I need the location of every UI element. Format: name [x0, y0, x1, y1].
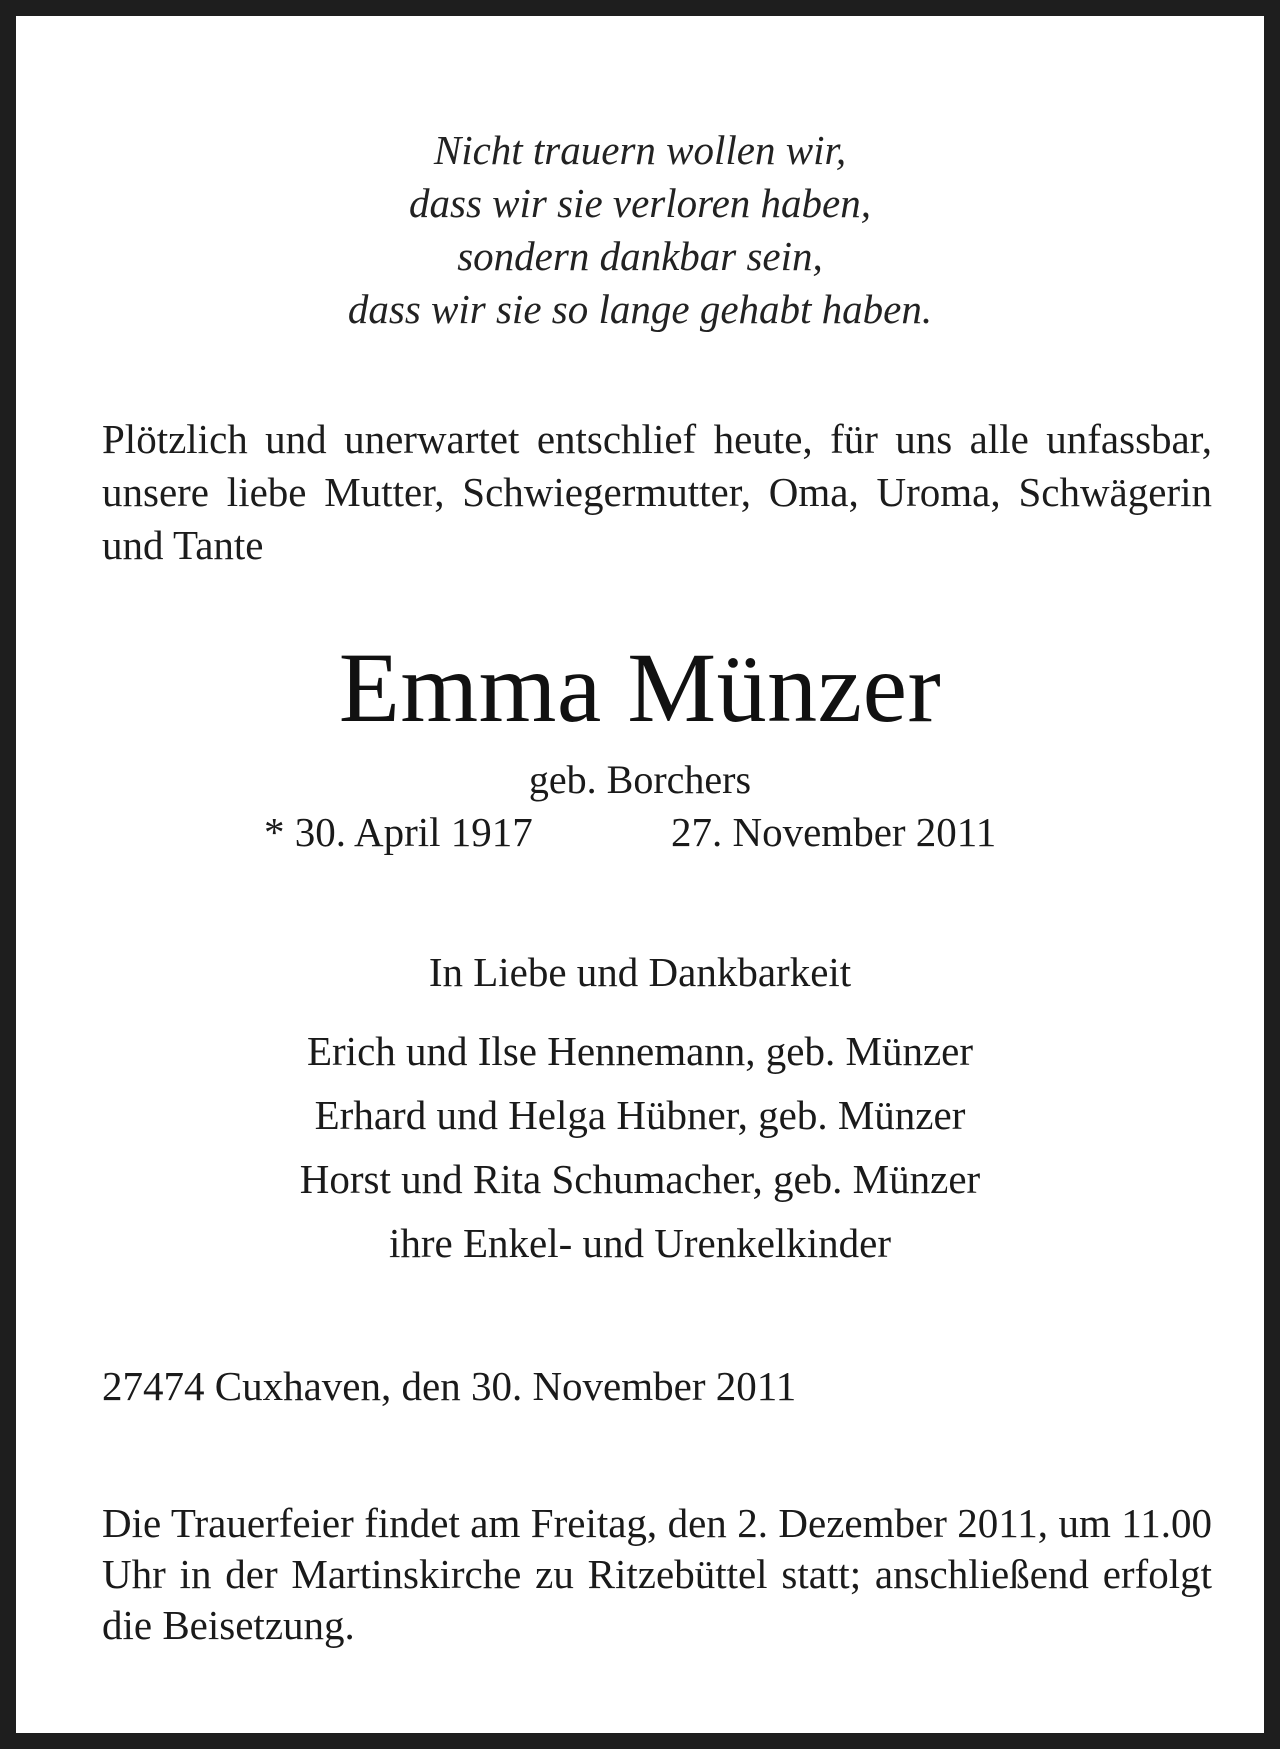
birth-date: * 30. April 1917 [264, 809, 533, 855]
mourner-line: Erhard und Helga Hübner, geb. Münzer [314, 1092, 966, 1138]
poem-line: dass wir sie verloren haben, [409, 180, 871, 226]
memorial-poem [16, 124, 1264, 336]
mourner-line: ihre Enkel- und Urenkelkinder [388, 1220, 892, 1266]
deceased-name: Emma Münzer [338, 632, 942, 743]
mourner-line: Erich und Ilse Hennemann, geb. Münzer [306, 1028, 974, 1074]
death-date: 27. November 2011 [671, 809, 997, 855]
poem-line: sondern dankbar sein, [457, 233, 823, 279]
funeral-service-info: Die Trauerfeier findet am Freitag, den 2. Dezember 2011, um 11.00 Uhr in der Martinskirche zu Ritzebüttel statt; anschließend erfolgt die Beisetzung. [102, 1500, 1212, 1648]
place-and-date: 27474 Cuxhaven, den 30. November 2011 [102, 1363, 797, 1409]
mourners-list [16, 1019, 1264, 1275]
birth-name: geb. Borchers [528, 757, 752, 802]
dedication-line: In Liebe und Dankbarkeit [428, 949, 852, 995]
announcement-text: Plötzlich und unerwartet entschlief heute, für uns alle unfassbar, unsere liebe Mutter, Schwiegermutter, Oma, Uroma, Schwägerin und Tante [102, 416, 1212, 568]
mourner-line: Horst und Rita Schumacher, geb. Münzer [299, 1156, 981, 1202]
poem-line: Nicht trauern wollen wir, [433, 127, 847, 173]
poem-line: dass wir sie so lange gehabt haben. [347, 286, 933, 332]
